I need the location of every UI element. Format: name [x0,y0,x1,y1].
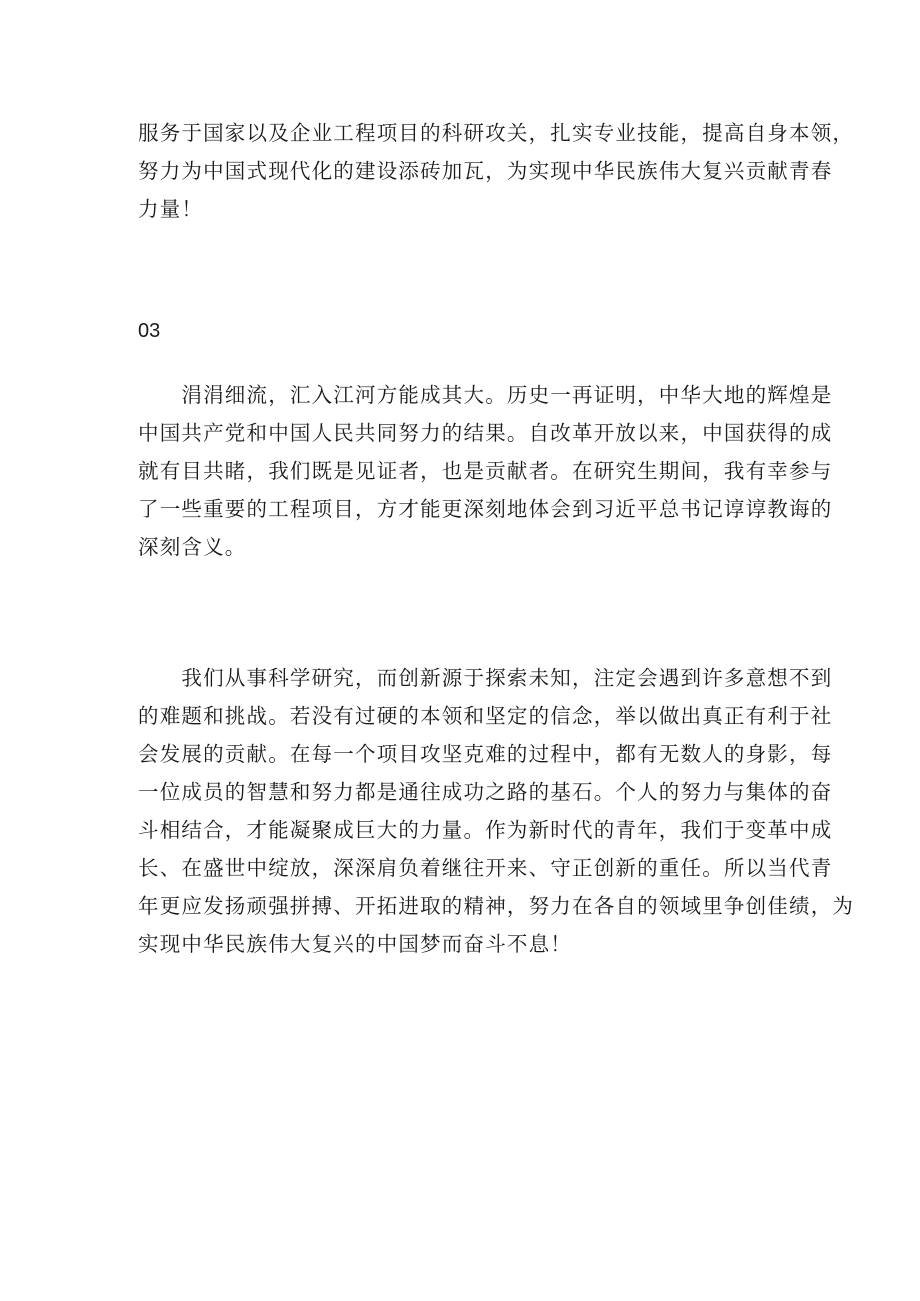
paragraph-line: 就有目共睹，我们既是见证者，也是贡献者。在研究生期间，我有幸参与 [138,459,833,483]
paragraph-line: 服务于国家以及企业工程项目的科研攻关，扎实专业技能，提高自身本领， [138,121,855,145]
paragraph-line: 努力为中国式现代化的建设添砖加瓦，为实现中华民族伟大复兴贡献青春 [138,159,833,183]
paragraph-line: 实现中华民族伟大复兴的中国梦而奋斗不息！ [138,932,572,956]
paragraph-line: 长、在盛世中绽放，深深肩负着继往开来、守正创新的重任。所以当代青 [138,856,833,880]
paragraph-line: 了一些重要的工程项目，方才能更深刻地体会到习近平总书记谆谆教诲的 [138,497,833,521]
paragraph-line: 的难题和挑战。若没有过硬的本领和坚定的信念，举以做出真正有利于社 [138,704,833,728]
paragraph-line: 会发展的贡献。在每一个项目攻坚克难的过程中，都有无数人的身影，每 [138,742,833,766]
paragraph-line: 一位成员的智慧和努力都是通往成功之路的基石。个人的努力与集体的奋 [138,780,833,804]
paragraph-3 [138,659,855,963]
paragraph-line: 年更应发扬顽强拼搏、开拓进取的精神，努力在各自的领域里争创佳绩，为 [138,894,855,918]
paragraph-line: 涓涓细流，汇入江河方能成其大。历史一再证明，中华大地的辉煌是 [138,383,833,407]
paragraph-line: 斗相结合，才能凝聚成巨大的力量。作为新时代的青年，我们于变革中成 [138,818,833,842]
paragraph-2 [138,376,833,566]
paragraph-1 [138,114,855,228]
paragraph-line: 中国共产党和中国人民共同努力的结果。自改革开放以来，中国获得的成 [138,421,833,445]
paragraph-line: 力量！ [138,197,204,221]
paragraph-line: 深刻含义。 [138,535,247,559]
section-heading: 03 [138,320,161,342]
paragraph-line: 我们从事科学研究，而创新源于探索未知，注定会遇到许多意想不到 [138,666,833,690]
